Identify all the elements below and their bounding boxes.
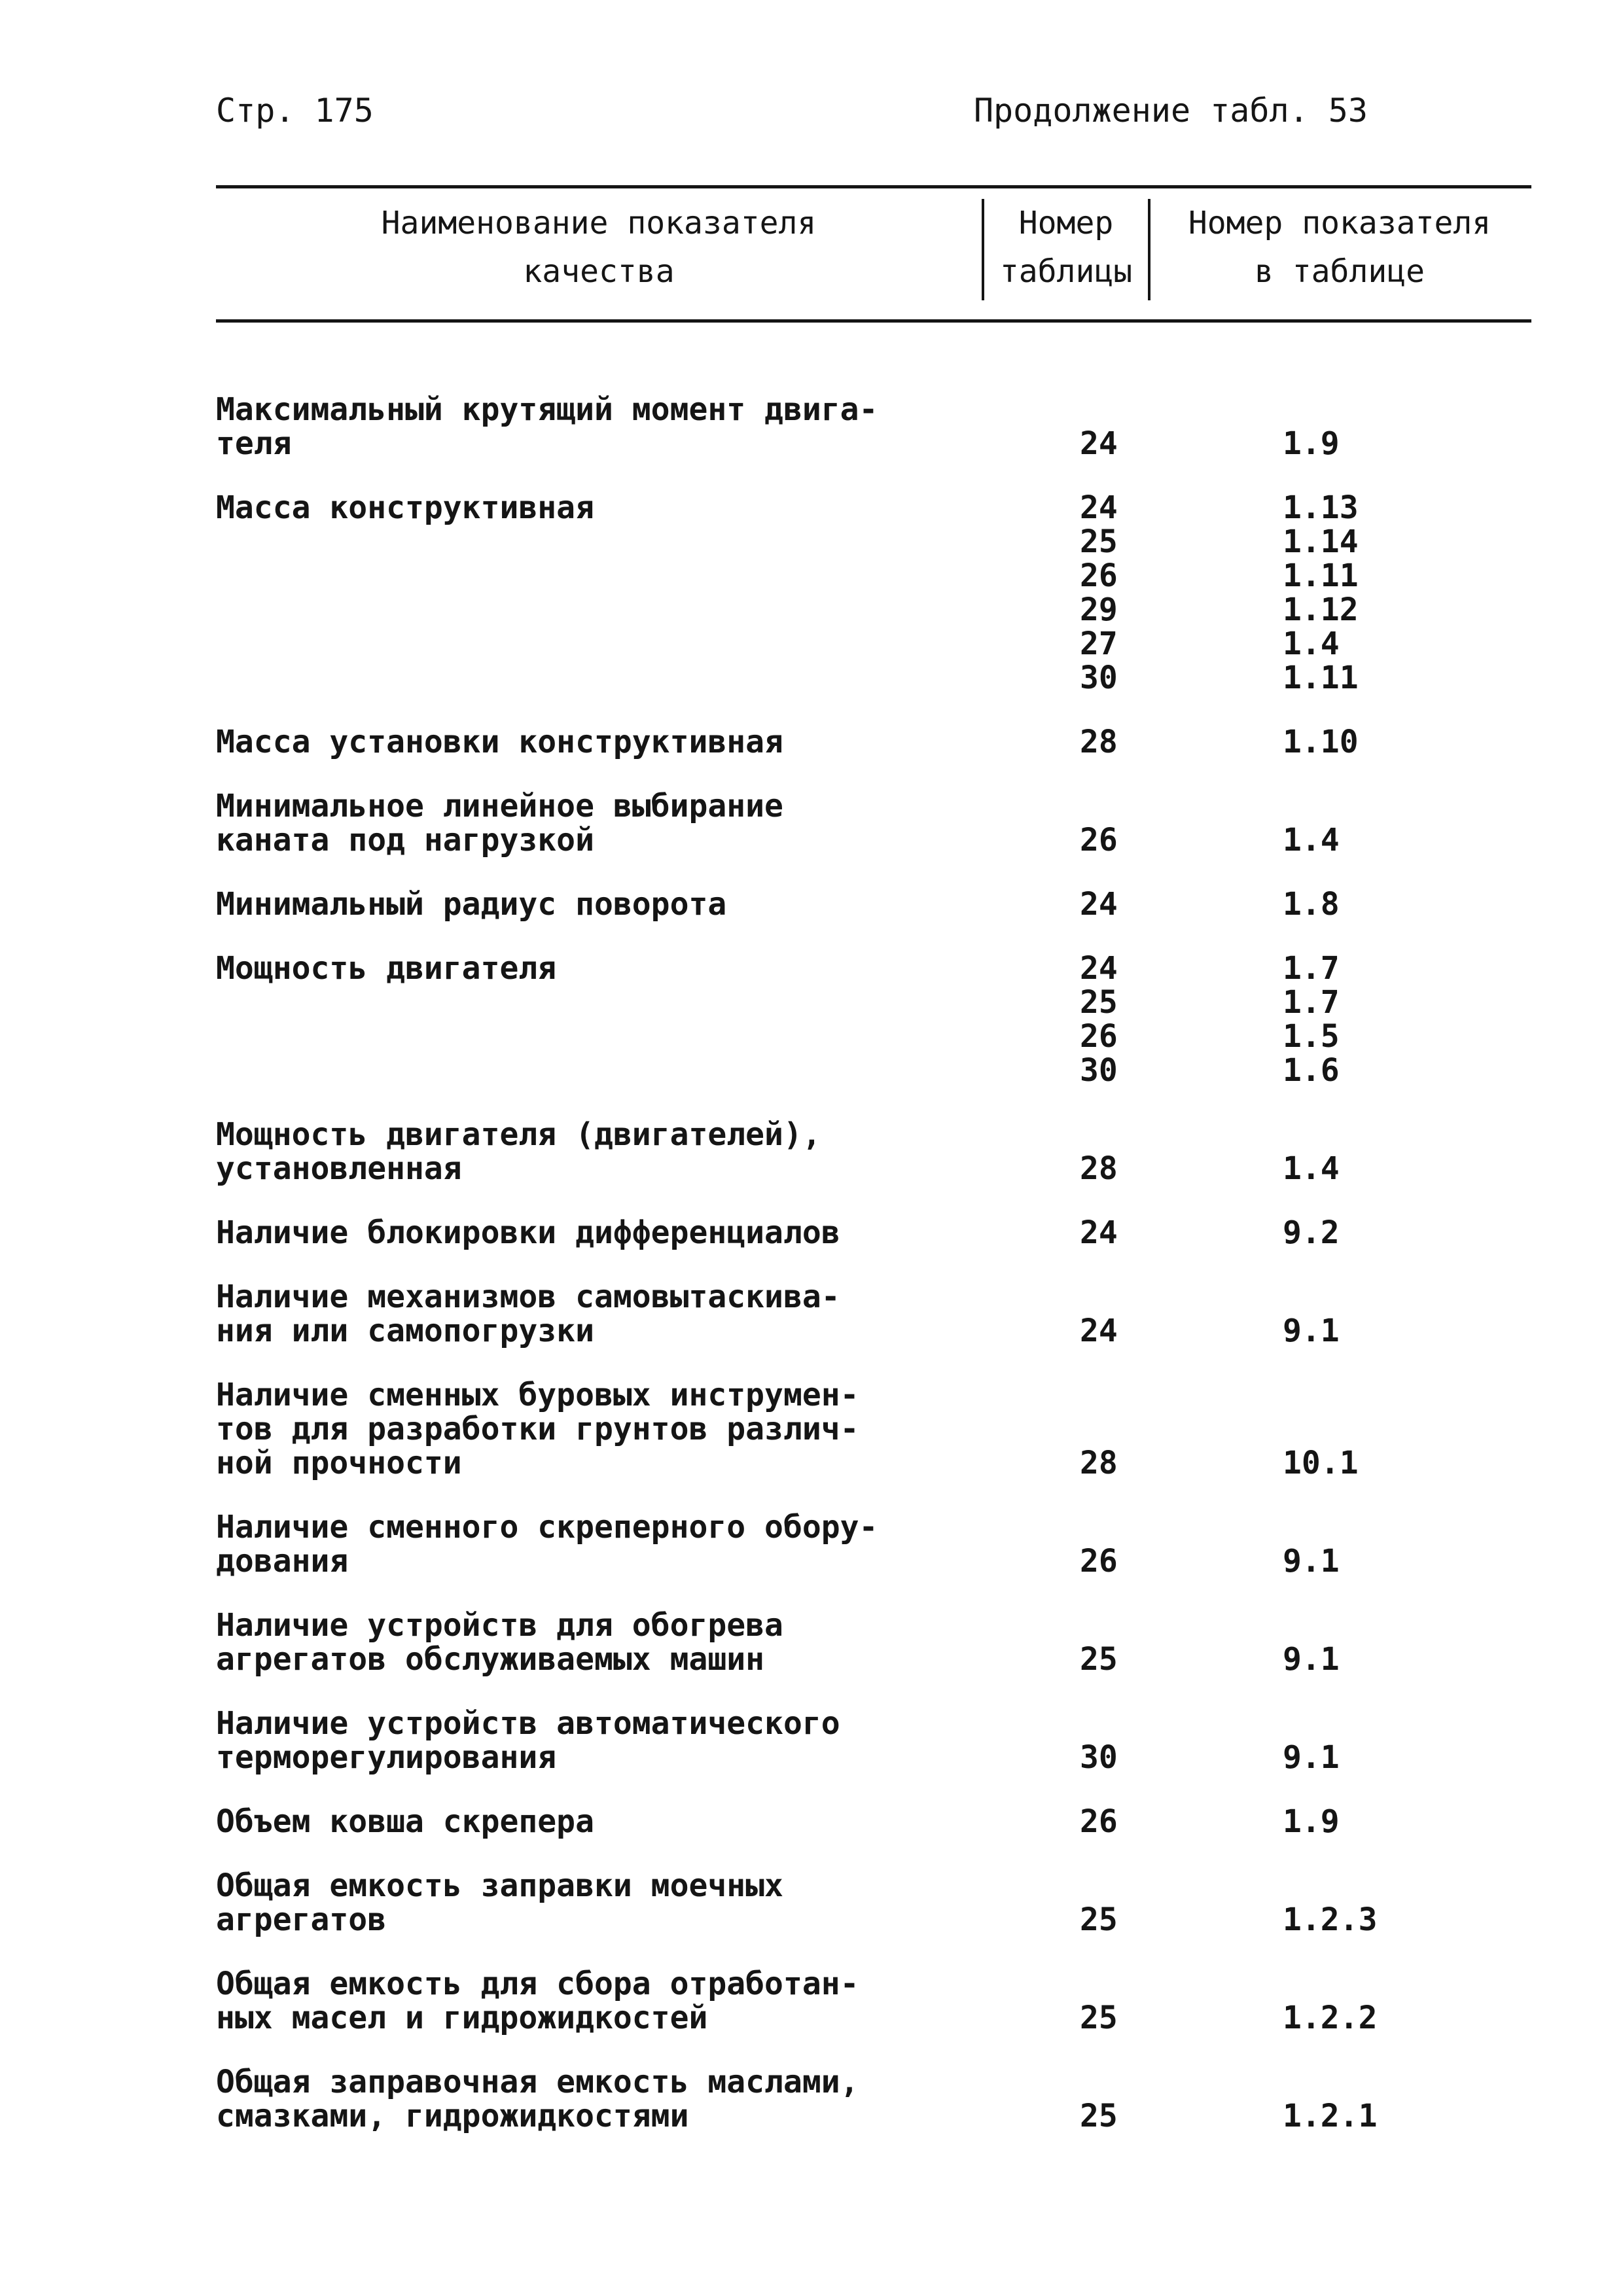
- table-continuation-label: Продолжение табл. 53: [973, 92, 1368, 130]
- page-number: Стр. 175: [216, 92, 374, 130]
- indicator-number: 9.1: [1283, 1641, 1340, 1678]
- indicator-name: Наличие устройств автоматического терморегулирования: [216, 1705, 840, 1776]
- indicator-number: 1.4: [1283, 1150, 1340, 1187]
- column-header-table: [982, 199, 1150, 300]
- column-header-index-text: Номер показателя в таблице: [1188, 205, 1491, 290]
- table-number: 28: [1080, 1445, 1118, 1481]
- table-row: [216, 1510, 1531, 1578]
- indicator-name: Минимальный радиус поворота: [216, 886, 727, 923]
- indicator-name: Общая заправочная емкость маслами, смазками, гидрожидкостями: [216, 2064, 859, 2134]
- table-number: 26: [1080, 822, 1118, 858]
- column-header-table-text: Номер таблицы: [999, 205, 1133, 290]
- table-header: [216, 185, 1531, 323]
- indicator-number: 9.1: [1283, 1313, 1340, 1349]
- indicator-number: 1.9: [1283, 425, 1340, 462]
- indicator-number: 9.2: [1283, 1214, 1340, 1251]
- table-number: 24 25 26 29 27 30: [1080, 489, 1118, 696]
- column-header-name: [216, 199, 982, 296]
- table-number: 24 25 26 30: [1080, 950, 1118, 1089]
- indicator-name: Объем ковша скрепера: [216, 1803, 594, 1840]
- indicator-number: 1.8: [1283, 886, 1340, 923]
- indicator-name: Минимальное линейное выбирание каната под нагрузкой: [216, 788, 783, 858]
- table-row: [216, 1216, 1531, 1250]
- table-number: 24: [1080, 425, 1118, 462]
- table-row: [216, 393, 1531, 461]
- indicator-number: 1.2.3: [1283, 1901, 1378, 1938]
- table-number: 30: [1080, 1739, 1118, 1776]
- table-number: 28: [1080, 1150, 1118, 1187]
- table-row: [216, 725, 1531, 759]
- indicator-number: 1.10: [1283, 724, 1359, 760]
- indicator-number: 1.4: [1283, 822, 1340, 858]
- indicator-name: Наличие блокировки дифференциалов: [216, 1214, 840, 1251]
- indicator-number: 1.13 1.14 1.11 1.12 1.4 1.11: [1283, 489, 1359, 696]
- indicator-name: Масса установки конструктивная: [216, 724, 783, 760]
- table-number: 25: [1080, 2098, 1118, 2134]
- indicator-name: Масса конструктивная: [216, 489, 594, 526]
- indicator-number: 9.1: [1283, 1543, 1340, 1580]
- table-row: [216, 1805, 1531, 1839]
- indicator-number: 1.2.2: [1283, 2000, 1378, 2036]
- table-row: [216, 1608, 1531, 1676]
- table-body: [216, 393, 1531, 2163]
- indicator-name: Мощность двигателя (двигателей), установленная: [216, 1116, 821, 1187]
- indicator-number: 9.1: [1283, 1739, 1340, 1776]
- page-header: [216, 92, 1368, 144]
- table-number: 24: [1080, 886, 1118, 923]
- indicator-name: Максимальный крутящий момент двига- теля: [216, 391, 878, 462]
- indicator-name: Общая емкость для сбора отработан- ных масел и гидрожидкостей: [216, 1966, 859, 2036]
- indicator-name: Общая емкость заправки моечных агрегатов: [216, 1867, 783, 1938]
- table-row: [216, 887, 1531, 921]
- table-number: 24: [1080, 1313, 1118, 1349]
- indicator-number: 1.9: [1283, 1803, 1340, 1840]
- table-number: 24: [1080, 1214, 1118, 1251]
- table-number: 25: [1080, 2000, 1118, 2036]
- indicator-name: Мощность двигателя: [216, 950, 557, 987]
- table-number: 28: [1080, 724, 1118, 760]
- table-number: 25: [1080, 1641, 1118, 1678]
- indicator-name: Наличие механизмов самовытаскива- ния или самопогрузки: [216, 1279, 840, 1349]
- indicator-name: Наличие устройств для обогрева агрегатов обслуживаемых машин: [216, 1607, 783, 1678]
- table-number: 26: [1080, 1543, 1118, 1580]
- table-number: 25: [1080, 1901, 1118, 1938]
- indicator-number: 1.7 1.7 1.5 1.6: [1283, 950, 1340, 1089]
- table-row: [216, 1378, 1531, 1480]
- table-row: [216, 1869, 1531, 1937]
- column-header-index: [1148, 199, 1531, 296]
- indicator-name: Наличие сменных буровых инструмен- тов для разработки грунтов различ- ной прочности: [216, 1377, 859, 1481]
- table-row: [216, 2065, 1531, 2133]
- table-row: [216, 491, 1531, 695]
- indicator-name: Наличие сменного скреперного обору- дования: [216, 1509, 878, 1580]
- indicator-number: 1.2.1: [1283, 2098, 1378, 2134]
- table-row: [216, 1967, 1531, 2035]
- table-row: [216, 789, 1531, 857]
- table-row: [216, 1706, 1531, 1775]
- indicator-number: 10.1: [1283, 1445, 1359, 1481]
- table-number: 26: [1080, 1803, 1118, 1840]
- table-row: [216, 1280, 1531, 1348]
- table-row: [216, 1118, 1531, 1186]
- table-row: [216, 951, 1531, 1087]
- column-header-name-text: Наименование показателя качества: [381, 205, 817, 290]
